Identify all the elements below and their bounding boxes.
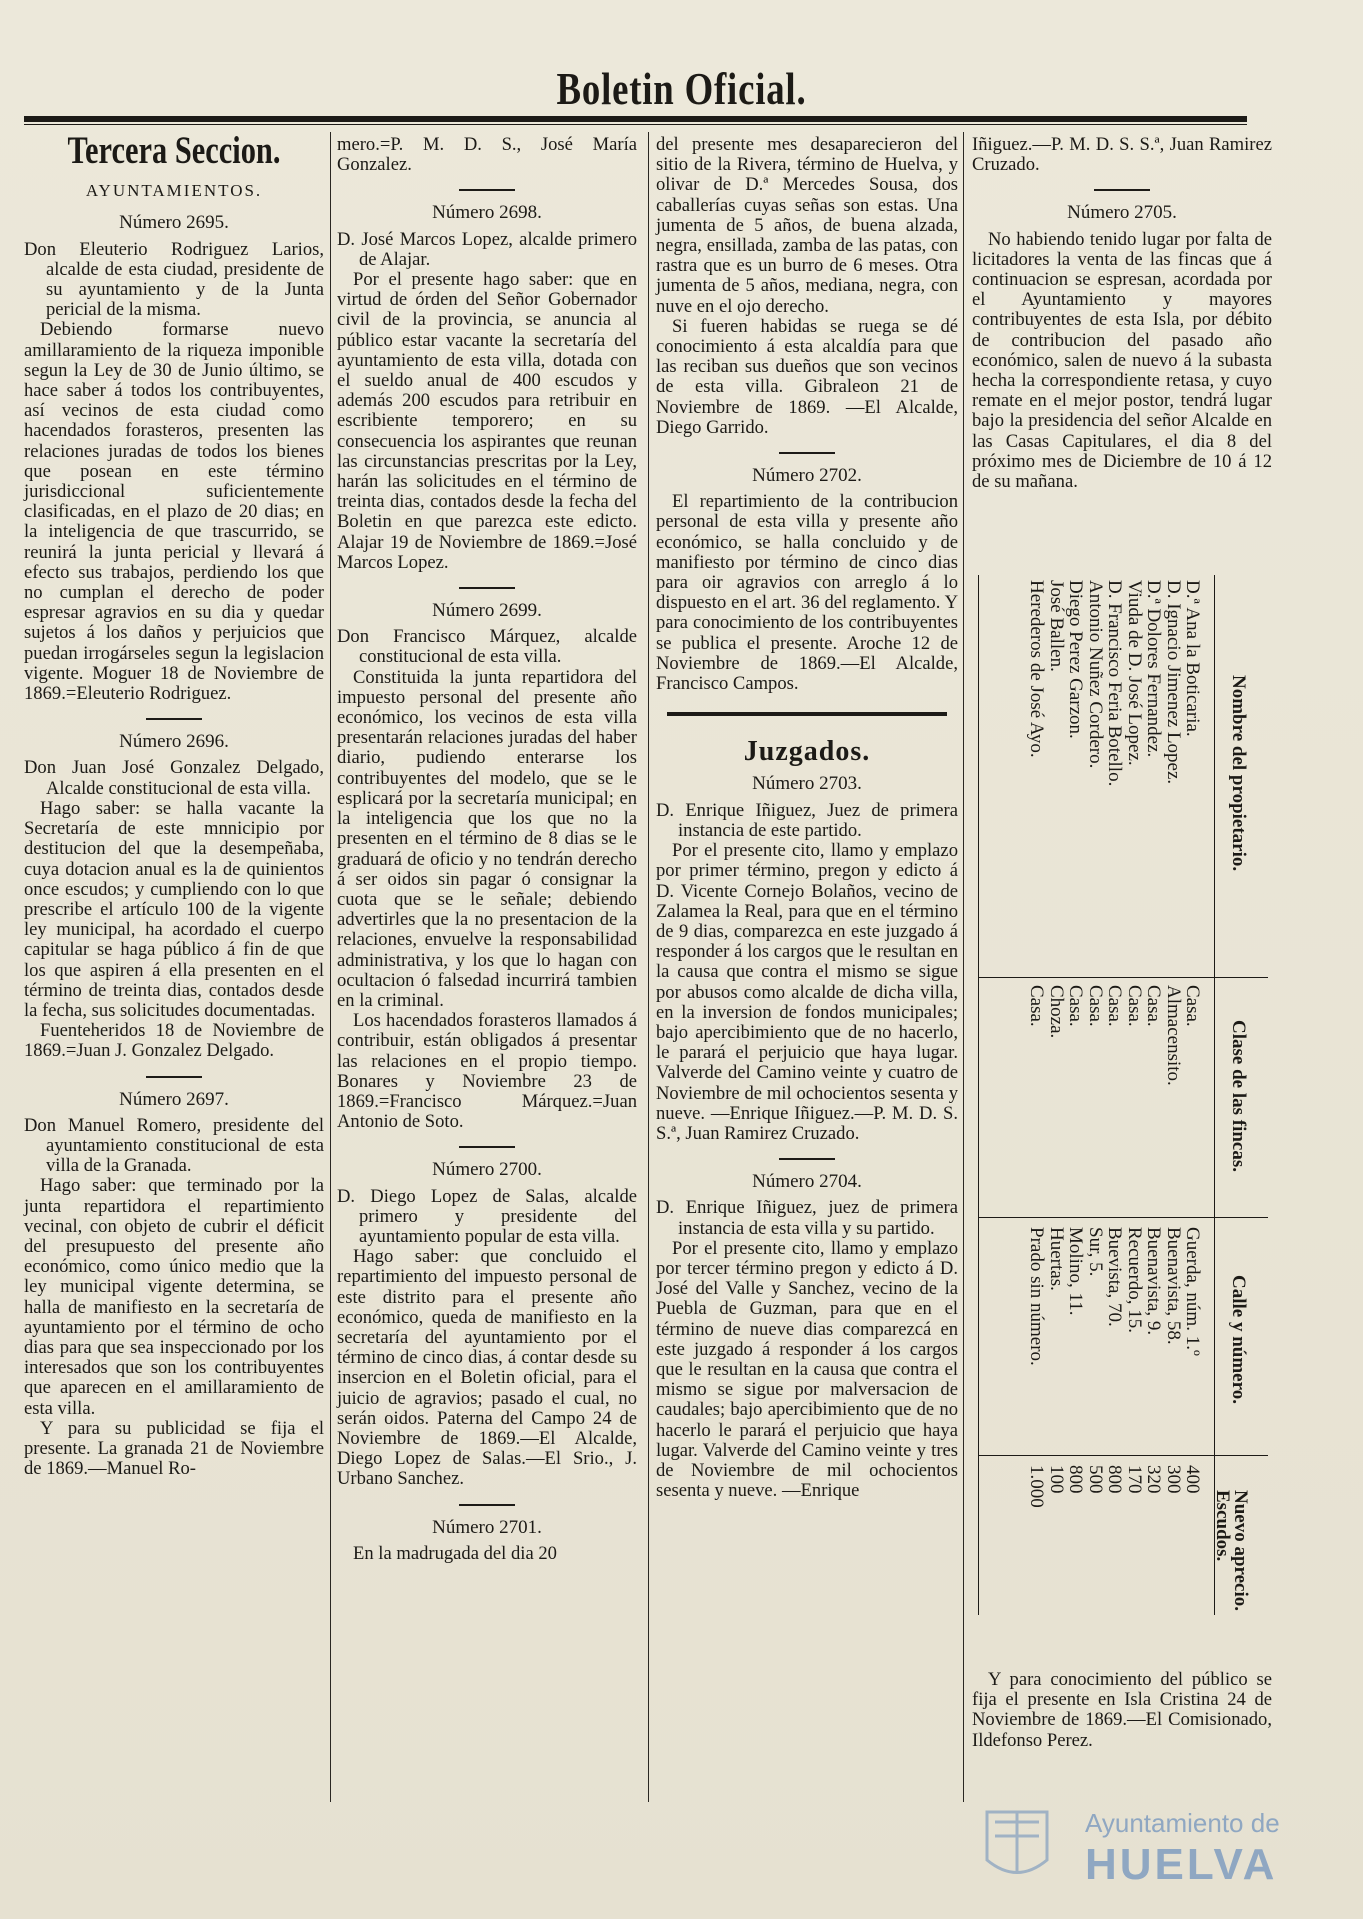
owner-cell: D. Francisco Feria Botello. [1104,580,1125,787]
section-title: Tercera Seccion. [67,129,281,172]
street-cell: Recuerdo, 15. [1123,1227,1145,1334]
notice-2696-heading: Don Juan José Gonzalez Delgado, Alcalde constitucional de esta villa. [24,757,324,799]
notice-2705-closing: Y para conocimiento del público se fija el presente en Isla Cristina 24 de Noviembre de 1869.—El Comisionado, Ildefonso Perez. [972,1669,1272,1751]
value-cell: 800 [1104,1465,1125,1494]
notice-2701-body-2: Si fueren habidas se ruega se dé conocimiento á esta alcaldía para que las reciban sus dueños que son vecinos de esta villa. Gibraleon 21 de Noviembre de 1869. —El Alcalde, Diego Garrido. [656,315,958,438]
notice-2705-body: No habiendo tenido lugar por falta de licitadores la venta de las fincas que á continuacion se espresan, acordada por el Ayuntamiento y mayores contribuyentes de esta Isla, por débito de contribucion del pasado año económico, salen de nuevo á la subasta hecha la correspondiente retasa, y cuyo remate en el mejor postor, tendrá lugar bajo la presidencia del señor Alcalde en las Casas Capitulares, el dia 8 del próximo mes de Diciembre de 10 á 12 de su mañana. [972,228,1272,493]
notice-2697-signature: mero.=P. M. D. S., José María Gonzalez. [337,134,637,176]
street-cell: Prado sin número. [1026,1227,1047,1366]
header-value: Nuevo aprecio. [1230,1490,1251,1612]
separator [1094,189,1150,191]
notice-number-2697: Número 2697. [119,1088,229,1110]
value-cell: 170 [1123,1465,1145,1494]
juzgados-heading: Juzgados. [743,736,871,768]
column-divider [648,132,649,1802]
notice-2699-body-2: Los hacendados forasteros llamados á contribuir, están obligados á presentar las relaciones en el propio tiempo. Bonares y Noviembre 23 de 1869.=Francisco Márquez.=Juan Antonio de Soto. [337,1010,637,1133]
closing-block [972,1670,1272,1751]
notice-2703-body: Por el presente cito, llamo y emplazo por primer término, pregon y edicto á D. Vicente Cornejo Bolaños, vecino de Zalamea la Real, para que en el término de 9 dias, comparezca en este juzgado á responder á los cargos que le resultan en la causa que contra el mismo se sigue por abusos como alcalde de dicha villa, en la inversion de fondos municipales; bajo apercibimiento que de no hacerlo, le parará el perjuicio que haya lugar. Valverde del Camino veinte y cuatro de Noviembre de mil ochocientos sesenta y nueve. —Enrique Iñiguez.—P. M. D. S. S.ª, Juan Ramirez Cruzado. [656,840,958,1144]
notice-2695-heading: Don Eleuterio Rodriguez Larios, alcalde de esta ciudad, presidente de su ayuntamiento y de la Junta pericial de la misma. [24,238,324,321]
notice-2698-heading: D. José Marcos Lopez, alcalde primero de Alajar. [337,228,637,270]
watermark-line1: Ayuntamiento de [1085,1808,1280,1838]
header-street: Calle y número. [1228,1275,1249,1404]
notice-2698-body: Por el presente hago saber: que en virtud de órden del Señor Gobernador civil de la provincia, se anuncia al público estar vacante la secretaría del ayuntamiento de esta villa, dotada con el sueldo anual de 400 escudos y además 200 escudos para retribuir en escribiente temporero; en su consecuencia los aspirantes que reunan las circunstancias prescritas por la Ley, harán las solicitudes en el término de treinta dias, contados desde la fecha del Boletin en que parezca este edicto. Alajar 19 de Noviembre de 1869.=José Marcos Lopez. [337,269,637,573]
class-cell: Casa. [1123,985,1145,1027]
value-cell: 1.000 [1026,1465,1047,1508]
notice-number-2696: Número 2696. [119,731,229,753]
owner-cell: D. Ignacio Jimenez Lopez. [1162,580,1184,785]
street-cell: Guerda, núm. 1.º [1182,1227,1203,1356]
owner-cell: Herederos de José Ayo. [1026,580,1047,758]
street-cell: Buenavista, 58. [1162,1227,1184,1345]
class-cell: Choza. [1045,985,1067,1039]
notice-2696-body: Hago saber: se halla vacante la Secretaría de este mnnicipio por destitucion del que la desempeñaba, cuya dotacion anual es la de quinientos once escudos; y cumpliendo con lo que prescribe el artículo 100 de la vigente ley municipal, ha acordado el cuerpo capitular se haga público á fin de que los que aspiren á ella presenten en el término de treinta dias, contados desde la fecha, sus solicitudes documentadas. [24,797,324,1021]
street-cell: Molino, 11. [1065,1227,1086,1316]
notice-2704-heading: D. Enrique Iñiguez, juez de primera instancia de esta villa y su partido. [656,1197,958,1239]
properties-table [978,575,1268,1615]
value-cell: 300 [1162,1465,1184,1494]
subheading-ayuntamientos: AYUNTAMIENTOS. [85,181,263,201]
separator [146,1076,202,1078]
owner-cell: D.ª Ana la Boticaria. [1182,580,1203,737]
notice-2697-closing: Y para su publicidad se fija el presente. La granada 21 de Noviembre de 1869.—Manuel Ro- [24,1417,324,1480]
owner-cell: Viuda de D. José Lopez. [1123,580,1145,766]
notice-2704-signature: Iñiguez.—P. M. D. S. S.ª, Juan Ramirez Cruzado. [972,134,1272,176]
table-rule [978,575,979,1615]
class-cell: Casa. [1182,985,1203,1027]
class-cell: Casa. [1143,985,1164,1027]
notice-number-2701: Número 2701. [432,1516,542,1538]
header-escudos: Escudos. [1212,1490,1233,1562]
value-cell: 500 [1084,1465,1106,1494]
header-owner: Nombre del propietario. [1228,675,1249,872]
separator [459,1504,515,1506]
class-cell: Almacensito. [1162,985,1184,1086]
street-cell: Buenavista, 9. [1143,1227,1164,1336]
header-class: Clase de las fincas. [1228,1020,1249,1172]
separator [459,189,515,191]
value-cell: 100 [1045,1465,1067,1494]
owner-cell: José Ballen. [1045,580,1067,672]
notice-2700-body: Hago saber: que concluido el repartimiento del impuesto personal de este distrito para el presente año económico, queda de manifiesto en la secretaría del ayuntamiento por el término de cinco dias, á contar desde su insercion en el Boletin oficial, para el juicio de agravios; pasado el cual, no serán oidos. Paterna del Campo 24 de Noviembre de 1869.—El Alcalde, Diego Lopez de Salas.—El Srio., J. Urbano Sanchez. [337,1246,637,1490]
notice-2703-heading: D. Enrique Iñiguez, Juez de primera instancia de este partido. [656,799,958,841]
class-cell: Casa. [1104,985,1125,1027]
owner-cell: Diego Perez Garzon. [1065,580,1086,739]
separator [779,1158,835,1160]
value-cell: 400 [1182,1465,1203,1494]
notice-2699-body: Constituida la junta repartidora del impuesto personal del presente año económico, los vecinos de esta villa presentarán relaciones juradas del haber diario, pudiendo enterarse los contribuyentes del modelo, que se le esplicará por la secretaría municipal; en la inteligencia que los que no la presenten en el término de 8 dias se le graduará de oficio y no tendrán derecho á ser oidos sin pagar ó consignar la cuota que se le señale; debiendo advertirles que la no presentacion de la relaciones, envuelve la responsabilidad administrativa, y los que lo hagan con ocultacion ó falsedad incurrirá tambien en la criminal. [337,666,637,1011]
owner-cell: Antonio Nuñez Cordero. [1084,580,1106,769]
masthead-rule [24,116,1247,122]
notice-number-2704: Número 2704. [752,1171,862,1193]
notice-2696-signature: Fuenteheridos 18 de Noviembre de 1869.=Juan J. Gonzalez Delgado. [24,1020,324,1062]
column-4 [972,135,1272,492]
separator [146,718,202,720]
separator [459,1146,515,1148]
notice-number-2699: Número 2699. [432,600,542,622]
street-cell: Buevista, 70. [1104,1227,1125,1327]
class-cell: Casa. [1084,985,1106,1027]
street-cell: Sur, 5. [1084,1227,1106,1277]
notice-2701-body: del presente mes desaparecieron del sitio de la Rivera, término de Huelva, y olivar de D.ª Mercedes Sousa, dos caballerías cuyas señas son estas. Una jumenta de 5 años, de buena alzada, negra, ensillada, zamba de las patas, con rastra que es un burro de 6 meses. Otra jumenta de 5 años, mediana, negra, con nuve en el ojo derecho. [656,134,958,317]
column-divider [963,132,964,1802]
notice-number-2695: Número 2695. [119,212,229,234]
owner-cell: D.ª Dolores Fernandez. [1143,580,1164,758]
notice-2701-body-start: En la madrugada del dia 20 [353,1542,557,1564]
class-cell: Casa. [1026,985,1047,1027]
notice-2699-heading: Don Francisco Márquez, alcalde constitucional de esta villa. [337,626,637,668]
notice-2704-body: Por el presente cito, llamo y emplazo por tercer término pregon y edicto á D. José del Valle y Sanchez, vecino de la Puebla de Guzman, para que en el término de nueve dias comparezcá en este juzgado á responder á los cargos que le resultan en la causa que contra el mismo se sigue por malversacion de caudales; bajo apercibimiento que de no hacerlo le parará el perjuicio que haya lugar. Valverde del Camino veinte y tres de Noviembre de mil ochocientos sesenta y nueve. —Enrique [656,1237,958,1502]
table-rule [978,1455,1268,1456]
notice-number-2705: Número 2705. [1067,202,1177,224]
masthead-title: Boletin Oficial. [556,63,807,114]
notice-2702-body: El repartimiento de la contribucion personal de esta villa y presente año económico, se halla concluido y de manifiesto por término de cinco dias para oir agravios con arreglo á lo dispuesto en el art. 36 del reglamento. Y para conocimiento de los contribuyentes se publica el presente. Aroche 12 de Noviembre de 1869.—El Alcalde, Francisco Campos. [656,491,958,695]
table-rule [1214,575,1215,1615]
column-divider [330,132,331,1802]
separator [779,452,835,454]
notice-2697-heading: Don Manuel Romero, presidente del ayuntamiento constitucional de esta villa de la Granada. [24,1114,324,1177]
column-1 [24,129,324,1480]
notice-number-2698: Número 2698. [432,202,542,224]
notice-2697-body: Hago saber: que terminado por la junta repartidora el repartimiento vecinal, con objeto de cubrir el déficit del presupuesto del presente año económico, como único medio que la ley municipal vigente determina, se halla de manifiesto en la secretaría de ayuntamiento por el término de ocho dias para que sea inspeccionado por los interesados que son los contribuyentes que aparecen en el amillaramiento de esta villa. [24,1175,324,1419]
separator [459,587,515,589]
watermark-line2: HUELVA [1085,1840,1278,1889]
table-rule [978,977,1268,978]
class-cell: Casa. [1065,985,1086,1027]
notice-number-2700: Número 2700. [432,1159,542,1181]
notice-2700-heading: D. Diego Lopez de Salas, alcalde primero y presidente del ayuntamiento popular de esta villa. [337,1185,637,1247]
street-cell: Huertas. [1045,1227,1067,1291]
value-cell: 800 [1065,1465,1086,1494]
masthead-rule-thin [24,124,1247,125]
table-rule [978,1217,1268,1218]
notice-2695-body: Debiendo formarse nuevo amillaramiento de la riqueza imponible segun la Ley de 30 de Junio último, se hace saber á todos los contribuyentes, así vecinos de esta ciudad como hacendados forasteros, presenten las relaciones juradas de todos los bienes que posean en este término jurisdiccional suficientemente clasificadas, en el plazo de 20 dias; en la inteligencia de que trascurrido, se reunirá la junta pericial y llevará á efecto sus trabajos, perdiendo los que no cumplan el derecho de poder espresar agravios en su dia y quedar sujetos á los daños y perjuicios que puedan irrogárseles segun la legislacion vigente. Moguer 18 de Noviembre de 1869.=Eleuterio Rodriguez. [24,319,324,705]
notice-number-2703: Número 2703. [752,773,862,795]
column-2 [337,135,637,1564]
column-3 [656,135,958,1501]
value-cell: 320 [1143,1465,1164,1494]
notice-number-2702: Número 2702. [752,465,862,487]
section-rule [667,712,947,716]
